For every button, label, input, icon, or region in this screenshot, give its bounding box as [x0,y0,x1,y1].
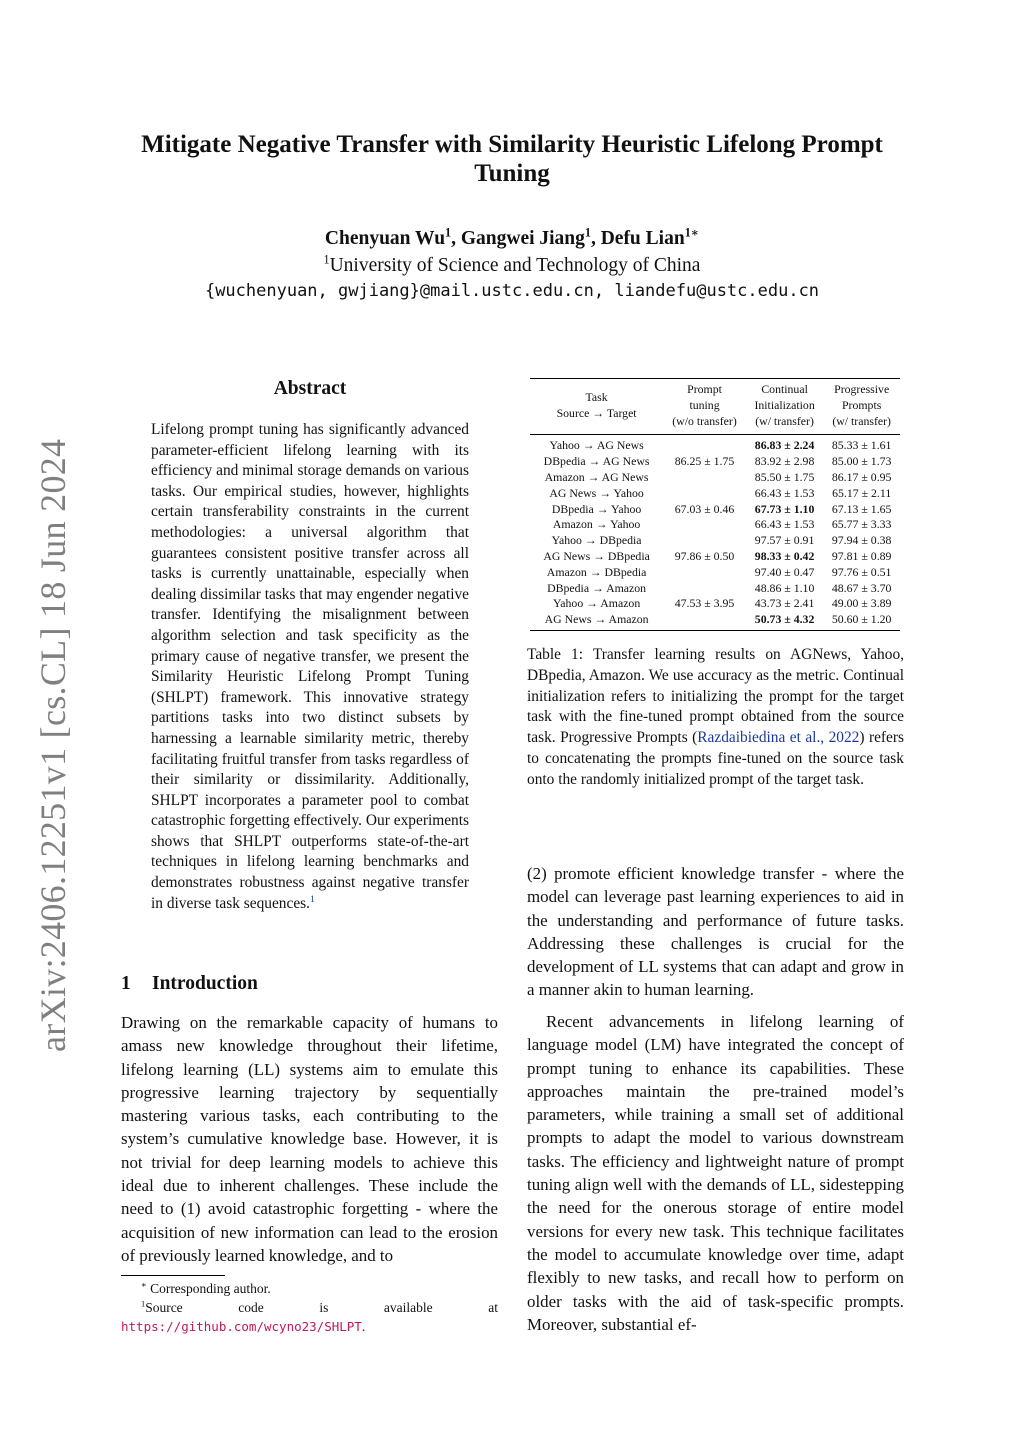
cell-task: AG News → Amazon [544,612,649,627]
footnotes [121,1279,498,1336]
cell-prompt-tuning: 67.03 ± 0.46 [674,501,735,516]
cell-task: DBpedia → Amazon [547,580,647,595]
author-name: Chenyuan Wu [324,228,446,249]
cell-task: DBpedia → AG News [543,454,650,469]
cell-progressive: 85.00 ± 1.73 [831,454,892,469]
abstract-body [151,420,469,914]
cell-task: Yahoo → Amazon [552,596,641,611]
footnote-text: Source code is available at [145,1300,498,1315]
footnote-ref[interactable]: 1 [310,893,315,905]
header-task: Task Source → Target [556,389,637,420]
cell-continual-init: 67.73 ± 1.10 [754,501,815,516]
table-row [530,533,900,549]
table-row [530,517,900,533]
cell-task: Yahoo → DBpedia [551,533,642,548]
table-row [530,435,900,454]
cell-continual-init: 50.73 ± 4.32 [754,612,815,627]
table-caption [527,645,904,791]
cell-progressive: 97.76 ± 0.51 [831,564,892,579]
author-name: Gangwei Jiang [460,228,585,249]
cell-continual-init: 66.43 ± 1.53 [754,517,815,532]
cell-continual-init: 66.43 ± 1.53 [754,485,815,500]
cell-prompt-tuning [663,565,746,581]
table-row [530,596,900,612]
intro-paragraph-left: Drawing on the remarkable capacity of humans to amass new knowledge throughout their lifetime, lifelong learning (LL) systems aim to emulate this progressive learning trajectory by sequentially mastering various tasks, each contributing to the system’s cumulative knowledge base. However, it is not trivial for deep learning models to achieve this ideal due to inherent challenges. These include the need to (1) avoid catastrophic forgetting - where the acquisition of new information can lead to the erosion of previously learned knowledge, and to [121,1013,498,1265]
cell-prompt-tuning [663,435,746,454]
cell-prompt-tuning [663,612,746,630]
table-header-row [530,379,900,435]
table-row [530,565,900,581]
section-number: 1 [121,973,131,994]
cell-prompt-tuning: 47.53 ± 3.95 [674,596,735,611]
table-row [530,581,900,597]
table-row [530,502,900,518]
table-row [530,612,900,630]
cell-continual-init: 48.86 ± 1.10 [754,580,815,595]
cell-continual-init: 98.33 ± 0.42 [754,548,815,563]
table-row [530,486,900,502]
cell-prompt-tuning [663,517,746,533]
intro-paragraph-right-1: (2) promote efficient knowledge transfer - where the model can leverage past learning experiences to aid in the understanding and performance of future tasks. Addressing these challenges is crucial for the development of LL systems that can adapt and grow in a manner akin to human learning. [527,864,904,1000]
affiliation-mark: 1 [445,225,452,240]
header-progressive: Progressive Prompts (w/ transfer) [832,382,891,428]
cell-progressive: 97.81 ± 0.89 [831,548,892,563]
cell-prompt-tuning: 86.25 ± 1.75 [674,454,735,469]
cell-continual-init: 86.83 ± 2.24 [754,438,815,453]
footnote-corresponding [121,1279,498,1298]
cell-prompt-tuning [663,470,746,486]
cell-continual-init: 83.92 ± 2.98 [754,454,815,469]
cell-task: Yahoo → AG News [549,438,644,453]
cell-continual-init: 97.40 ± 0.47 [754,564,815,579]
footnote-rule [121,1275,225,1276]
cell-task: DBpedia → Yahoo [551,501,642,516]
cell-prompt-tuning [663,581,746,597]
arxiv-identifier: arXiv:2406.12251v1 [cs.CL] 18 Jun 2024 [33,438,73,1052]
cell-progressive: 85.33 ± 1.61 [831,438,892,453]
caption-text: ) refers to concatenating the prompts fine-tuned on the source task onto the randomly initialized prompt of the target task. [527,729,905,788]
cell-task: AG News → Yahoo [549,485,644,500]
affiliation-mark: 1 [584,225,591,240]
cell-task: Amazon → DBpedia [546,564,647,579]
footnote-mark: 1 [141,1299,146,1309]
cell-progressive: 65.77 ± 3.33 [831,517,892,532]
cell-continual-init: 43.73 ± 2.41 [754,596,815,611]
section-title: Introduction [152,973,258,994]
table-row [530,454,900,470]
paper-title: Mitigate Negative Transfer with Similarity Heuristic Lifelong Prompt Tuning [141,131,883,187]
abstract-text: Lifelong prompt tuning has significantly advanced parameter-efficient lifelong learning with its efficiency and minimal storage demands on various tasks. Our empirical studies, however, highlights certain transferability constraints in the current methodologies: a universal algorithm that guarantees consistent positive transfer across all tasks is currently unattainable, especially when dealing dissimilar tasks that may engender negative transfer. Identifying the misalignment between algorithm selection and task specificity as the primary cause of negative transfer, we present the Similarity Heuristic Lifelong Prompt Tuning (SHLPT) framework. This innovative strategy partitions tasks into two distinct subsets by harnessing a learnable similarity metric, thereby facilitating fruitful transfer from tasks regardless of their similarity or dissimilarity. Additionally, SHLPT incorporates a parameter pool to combat catastrophic forgetting effectively. Our experiments shows that SHLPT outperforms state-of-the-art techniques in lifelong learning benchmarks and demonstrates robustness against negative transfer in diverse task sequences. [151,421,469,912]
abstract-heading: Abstract [273,378,347,399]
citation-link[interactable]: Razdaibiedina et al., 2022 [697,729,860,747]
intro-paragraph-right-2: Recent advancements in lifelong learning of language model (LM) have integrated the concept of prompt tuning to enhance its capabilities. These approaches maintain the pre-trained model’s parameters, while training a small set of additional prompts to adapt the model to various downstream tasks. The efficiency and lightweight nature of prompt tuning align well with the demands of LL, sidestepping the need for the onerous storage of entire model versions for every new task. This technique facilitates the model to accumulate knowledge over time, adapt flexibly to new tasks, and recall how to perform on older tasks with the aid of task-specific prompts. Moreover, substantial ef- [527,1012,904,1334]
caption-text: Table 1: Transfer learning results on AGNews, Yahoo, DBpedia, Amazon. We use accuracy as the metric. Continual initialization refers to initializing the prompt for the target task with the fine-tuned prompt obtained from the source task. Progressive Prompts ( [527,646,904,747]
cell-continual-init: 85.50 ± 1.75 [754,469,815,484]
cell-progressive: 97.94 ± 0.38 [831,533,892,548]
footnote-text: Corresponding author. [150,1281,271,1296]
cell-task: Amazon → Yahoo [552,517,641,532]
footnote-mark: ∗ [141,1280,147,1290]
cell-progressive: 50.60 ± 1.20 [831,612,892,627]
author-name: Defu Lian [600,228,685,249]
footnote-punct: . [361,1319,366,1334]
affiliation-mark: 1 [323,252,330,267]
cell-prompt-tuning [663,533,746,549]
cell-continual-init: 97.57 ± 0.91 [754,533,815,548]
table-row [530,470,900,486]
cell-progressive: 65.17 ± 2.11 [832,485,892,500]
cell-progressive: 86.17 ± 0.95 [831,469,892,484]
cell-progressive: 67.13 ± 1.65 [831,501,892,516]
footnote-source-code [121,1298,498,1336]
cell-prompt-tuning: 97.86 ± 0.50 [674,548,735,563]
cell-progressive: 49.00 ± 3.89 [831,596,892,611]
cell-task: Amazon → AG News [544,469,649,484]
affiliation-mark: 1∗ [684,225,700,240]
cell-progressive: 48.67 ± 3.70 [831,580,892,595]
header-continual-init: Continual Initialization (w/ transfer) [754,382,815,428]
table-row [530,549,900,565]
section-heading-introduction [121,973,501,995]
cell-task: AG News → DBpedia [543,548,650,563]
author-emails: {wuchenyuan, gwjiang}@mail.ustc.edu.cn, liandefu@ustc.edu.cn [204,281,820,301]
header-prompt-tuning: Prompt tuning (w/o transfer) [672,382,737,428]
affiliation [120,252,904,277]
source-code-link[interactable]: https://github.com/wcyno23/SHLPT [121,1319,362,1334]
author-list: Chenyuan Wu$^1$, Gangwei Jiang$^1$, Defu Lian$^{1∗}$ [324,225,700,249]
results-table [530,378,900,631]
affiliation-text: University of Science and Technology of China [329,255,701,276]
cell-prompt-tuning [663,486,746,502]
